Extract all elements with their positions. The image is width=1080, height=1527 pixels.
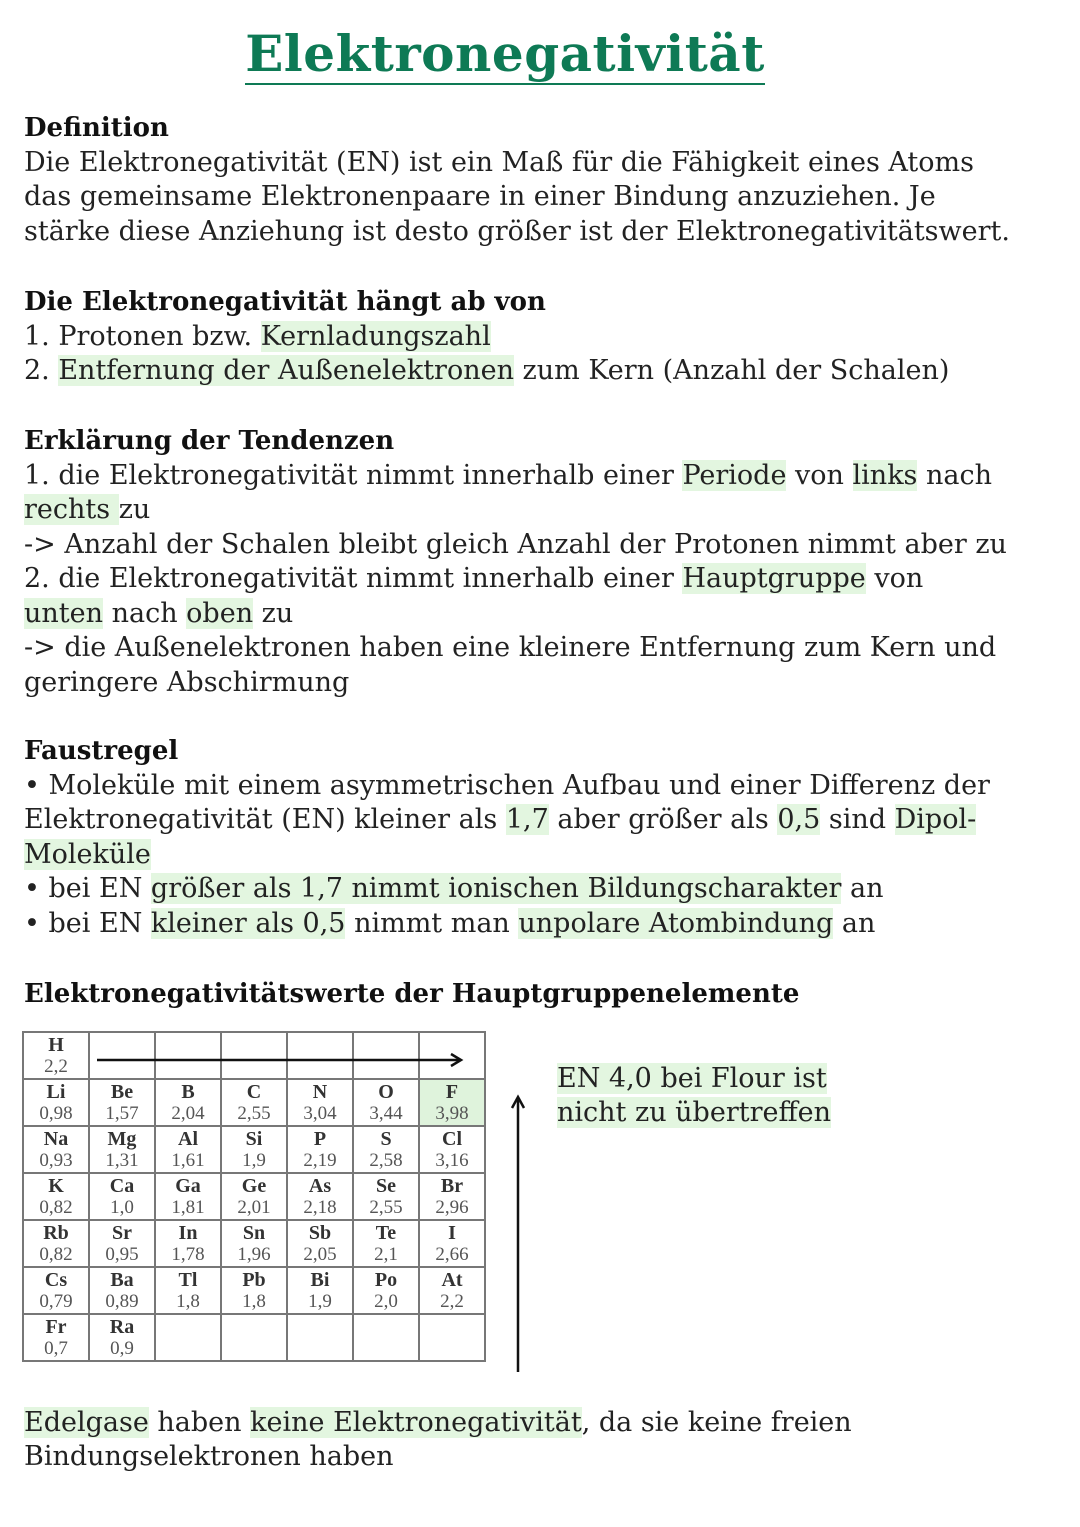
element-en-value: 0,93 <box>39 1150 73 1171</box>
element-cell <box>287 1173 353 1220</box>
element-symbol: Cl <box>442 1128 462 1150</box>
arrow-right-icon <box>97 1052 467 1068</box>
element-cell <box>89 1173 155 1220</box>
element-cell <box>155 1220 221 1267</box>
element-en-value: 1,81 <box>171 1197 205 1218</box>
element-symbol: Be <box>110 1081 134 1103</box>
element-symbol: In <box>178 1222 198 1244</box>
element-symbol: Pb <box>242 1269 266 1291</box>
element-cell <box>419 1173 485 1220</box>
element-en-value: 2,1 <box>374 1244 398 1265</box>
element-en-value: 2,2 <box>440 1291 464 1312</box>
element-symbol: Te <box>375 1222 397 1244</box>
element-en-value: 1,31 <box>105 1150 139 1171</box>
tendency-line-3: -> Anzahl der Schalen bleibt gleich Anzahl der Protonen nimmt aber zu <box>24 528 1007 560</box>
element-symbol: K <box>48 1175 64 1197</box>
en-table <box>22 1031 486 1362</box>
element-symbol: O <box>378 1081 394 1103</box>
element-symbol: Al <box>178 1128 198 1150</box>
element-cell <box>287 1079 353 1126</box>
element-symbol: H <box>48 1034 64 1056</box>
tendencies-heading: Erklärung der Tendenzen <box>24 426 395 456</box>
element-en-value: 1,57 <box>105 1103 139 1124</box>
element-en-value: 2,2 <box>44 1056 68 1077</box>
tendency-line-6: -> die Außenelektronen haben eine kleinere Entfernung zum Kern und <box>24 632 997 663</box>
table-row <box>23 1126 485 1173</box>
noble-line-1: Edelgase haben keine Elektronegativität, da sie keine freien <box>24 1407 852 1438</box>
element-cell <box>221 1126 287 1173</box>
element-symbol: Po <box>374 1269 398 1291</box>
element-symbol: F <box>445 1081 459 1103</box>
empty-cell <box>287 1314 353 1361</box>
element-en-value: 1,78 <box>171 1244 205 1265</box>
element-cell <box>221 1079 287 1126</box>
element-en-value: 0,7 <box>44 1338 68 1359</box>
note-line-1: EN 4,0 bei Flour ist <box>557 1063 827 1094</box>
element-cell <box>353 1220 419 1267</box>
note-line-2: nicht zu übertreffen <box>557 1097 832 1128</box>
element-en-value: 2,58 <box>369 1150 403 1171</box>
element-cell <box>419 1267 485 1314</box>
depends-section <box>24 285 1054 389</box>
element-cell <box>23 1220 89 1267</box>
element-en-value: 0,9 <box>110 1338 134 1359</box>
arrow-up-icon <box>508 1094 528 1374</box>
element-symbol: B <box>181 1081 195 1103</box>
element-cell <box>23 1079 89 1126</box>
rule-bullet-1-line-2: Elektronegativität (EN) kleiner als 1,7 aber größer als 0,5 sind Dipol- <box>24 804 977 835</box>
element-cell <box>89 1079 155 1126</box>
element-cell <box>23 1173 89 1220</box>
definition-line-1: Die Elektronegativität (EN) ist ein Maß für die Fähigkeit eines Atoms <box>24 146 974 178</box>
depends-item-1: 1. Protonen bzw. Kernladungszahl <box>24 320 491 352</box>
page-title: Elektronegativität <box>245 24 765 83</box>
element-en-value: 3,16 <box>435 1150 469 1171</box>
tendency-line-4: 2. die Elektronegativität nimmt innerhalb einer Hauptgruppe von <box>24 563 924 594</box>
element-cell <box>89 1220 155 1267</box>
element-en-value: 2,55 <box>237 1103 271 1124</box>
element-en-value: 3,44 <box>369 1103 403 1124</box>
element-cell <box>287 1220 353 1267</box>
element-symbol: Ca <box>109 1175 135 1197</box>
table-row <box>23 1267 485 1314</box>
depends-heading: Die Elektronegativität hängt ab von <box>24 287 546 317</box>
element-cell <box>287 1267 353 1314</box>
element-symbol: Cs <box>44 1269 68 1291</box>
element-en-value: 0,89 <box>105 1291 139 1312</box>
empty-cell <box>419 1314 485 1361</box>
element-symbol: Sr <box>112 1222 132 1244</box>
element-cell <box>23 1314 89 1361</box>
tendency-line-5: unten nach oben zu <box>24 597 294 629</box>
element-symbol: Mg <box>107 1128 137 1150</box>
element-en-value: 1,8 <box>176 1291 200 1312</box>
rule-bullet-2: • bei EN größer als 1,7 nimmt ionischen Bildungscharakter an <box>24 873 884 904</box>
tendency-line-7: geringere Abschirmung <box>24 666 350 698</box>
fluorine-note <box>557 1062 831 1130</box>
definition-line-3: stärke diese Anziehung ist desto größer ist der Elektronegativitätswert. <box>24 215 1010 247</box>
rule-heading: Faustregel <box>24 736 179 766</box>
element-cell <box>287 1126 353 1173</box>
element-en-value: 2,0 <box>374 1291 398 1312</box>
element-en-value: 2,04 <box>171 1103 205 1124</box>
element-en-value: 3,04 <box>303 1103 337 1124</box>
element-en-value: 0,95 <box>105 1244 139 1265</box>
element-symbol: I <box>448 1222 456 1244</box>
tendency-line-2: rechts zu <box>24 494 151 525</box>
element-en-value: 0,82 <box>39 1197 73 1218</box>
element-cell <box>353 1173 419 1220</box>
element-cell <box>353 1079 419 1126</box>
element-en-value: 2,05 <box>303 1244 337 1265</box>
element-symbol: Na <box>43 1128 69 1150</box>
empty-cell <box>353 1314 419 1361</box>
element-en-value: 2,66 <box>435 1244 469 1265</box>
element-symbol: Li <box>46 1081 66 1103</box>
element-cell <box>23 1267 89 1314</box>
element-symbol: S <box>380 1128 392 1150</box>
table-row <box>23 1173 485 1220</box>
table-row <box>23 1314 485 1361</box>
element-cell <box>155 1126 221 1173</box>
element-symbol: Se <box>376 1175 396 1197</box>
element-en-value: 2,96 <box>435 1197 469 1218</box>
element-en-value: 1,96 <box>237 1244 271 1265</box>
element-symbol: Si <box>245 1128 263 1150</box>
element-cell <box>221 1267 287 1314</box>
tendency-line-1: 1. die Elektronegativität nimmt innerhalb einer Periode von links nach <box>24 459 993 491</box>
element-cell <box>419 1126 485 1173</box>
element-cell <box>221 1173 287 1220</box>
element-cell <box>89 1314 155 1361</box>
table-row <box>23 1079 485 1126</box>
element-symbol: Bi <box>310 1269 330 1291</box>
definition-heading: Definition <box>24 113 169 143</box>
element-en-value: 0,82 <box>39 1244 73 1265</box>
element-en-value: 1,61 <box>171 1150 205 1171</box>
element-symbol: Rb <box>43 1222 69 1244</box>
element-symbol: C <box>246 1081 262 1103</box>
element-en-value: 2,18 <box>303 1197 337 1218</box>
element-symbol: At <box>441 1269 463 1291</box>
depends-item-2: 2. Entfernung der Außenelektronen zum Kern (Anzahl der Schalen) <box>24 355 950 386</box>
rule-bullet-3: • bei EN kleiner als 0,5 nimmt man unpolare Atombindung an <box>24 907 876 939</box>
element-cell <box>23 1126 89 1173</box>
element-cell <box>155 1173 221 1220</box>
element-en-value: 2,55 <box>369 1197 403 1218</box>
element-symbol: As <box>308 1175 332 1197</box>
rule-bullet-1-line-3: Moleküle <box>24 838 151 870</box>
element-en-value: 2,01 <box>237 1197 271 1218</box>
element-en-value: 0,98 <box>39 1103 73 1124</box>
empty-cell <box>155 1314 221 1361</box>
rule-bullet-1-line-1: • Moleküle mit einem asymmetrischen Aufbau und einer Differenz der <box>24 769 990 801</box>
element-cell <box>353 1267 419 1314</box>
element-symbol: Ga <box>175 1175 201 1197</box>
table-heading: Elektronegativitätswerte der Hauptgruppenelemente <box>24 979 800 1009</box>
element-symbol: Ra <box>109 1316 135 1338</box>
element-cell <box>419 1079 485 1126</box>
element-symbol: N <box>312 1081 328 1103</box>
element-symbol: Ba <box>110 1269 134 1291</box>
table-row <box>23 1220 485 1267</box>
element-en-value: 1,9 <box>242 1150 266 1171</box>
element-cell <box>221 1220 287 1267</box>
tendencies-section <box>24 424 1054 700</box>
element-cell <box>155 1079 221 1126</box>
rule-section <box>24 734 1054 941</box>
definition-line-2: das gemeinsame Elektronenpaare in einer Bindung anzuziehen. Je <box>24 181 936 212</box>
element-symbol: Sb <box>308 1222 332 1244</box>
element-cell <box>419 1220 485 1267</box>
element-cell <box>89 1267 155 1314</box>
element-symbol: Br <box>440 1175 464 1197</box>
element-en-value: 3,98 <box>435 1103 469 1124</box>
empty-cell <box>221 1314 287 1361</box>
element-symbol: Fr <box>45 1316 67 1338</box>
element-en-value: 0,79 <box>39 1291 73 1312</box>
element-en-value: 1,0 <box>110 1197 134 1218</box>
noble-line-2: Bindungselektronen haben <box>24 1441 394 1472</box>
element-en-value: 2,19 <box>303 1150 337 1171</box>
element-symbol: P <box>313 1128 327 1150</box>
element-cell <box>155 1267 221 1314</box>
element-symbol: Ge <box>241 1175 267 1197</box>
element-cell <box>353 1126 419 1173</box>
noble-gases-note <box>24 1406 1054 1474</box>
definition-section <box>24 111 1054 249</box>
element-cell <box>23 1032 89 1079</box>
element-cell <box>89 1126 155 1173</box>
element-symbol: Sn <box>242 1222 266 1244</box>
element-en-value: 1,8 <box>242 1291 266 1312</box>
element-en-value: 1,9 <box>308 1291 332 1312</box>
element-symbol: Tl <box>178 1269 198 1291</box>
